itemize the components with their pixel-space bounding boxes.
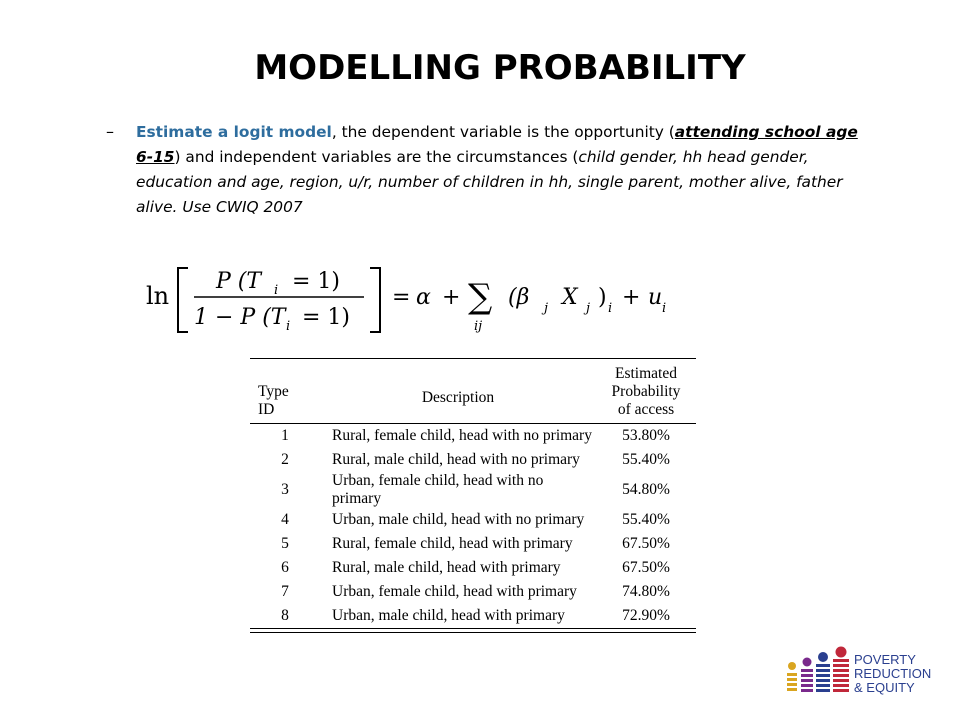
eq-denominator: 1 − P (T bbox=[194, 305, 286, 330]
logo-line-2: REDUCTION bbox=[854, 666, 932, 681]
cell-description: Rural, male child, head with no primary bbox=[332, 451, 580, 468]
eq-plus-2: + bbox=[622, 285, 641, 310]
cell-id: 1 bbox=[281, 427, 289, 444]
eq-sum-sub: ij bbox=[474, 319, 483, 334]
cell-description: Urban, male child, head with no primary bbox=[332, 511, 585, 528]
logo-line-3: & EQUITY bbox=[854, 680, 915, 695]
table-row bbox=[250, 508, 696, 532]
cell-probability: 67.50% bbox=[622, 559, 670, 576]
eq-close: ) bbox=[598, 285, 607, 310]
cell-probability: 55.40% bbox=[622, 451, 670, 468]
eq-close-sub: i bbox=[608, 301, 613, 316]
table-row bbox=[250, 604, 696, 628]
eq-u-sub: i bbox=[662, 301, 667, 316]
cell-description: Urban, female child, head with no primary bbox=[332, 472, 544, 507]
cell-probability: 67.50% bbox=[622, 535, 670, 552]
bullet-dash: – bbox=[106, 122, 114, 141]
bullet-italic: child gender, hh head gender, education and age, region, u/r, number of children in hh, single parent, mother alive, father alive. Use CWIQ 2007 bbox=[136, 148, 843, 216]
poverty-reduction-equity-logo bbox=[786, 646, 946, 698]
table-row bbox=[250, 580, 696, 604]
cell-id: 2 bbox=[281, 451, 289, 468]
bullet-text-2: ) and independent variables are the circumstances ( bbox=[174, 148, 579, 166]
cell-id: 6 bbox=[281, 559, 289, 576]
eq-numerator: P (T bbox=[216, 269, 262, 294]
bullet-paragraph bbox=[136, 120, 866, 220]
eq-ln: ln bbox=[146, 282, 170, 310]
eq-denominator-sub: i bbox=[286, 319, 291, 334]
table-bottom-rule bbox=[250, 628, 696, 633]
page-title: MODELLING PROBABILITY bbox=[254, 48, 746, 88]
probability-table bbox=[250, 358, 696, 633]
cell-probability: 54.80% bbox=[622, 481, 670, 498]
cell-probability: 55.40% bbox=[622, 511, 670, 528]
table-row bbox=[250, 424, 696, 449]
logo-line-1: POVERTY bbox=[854, 652, 916, 667]
cell-id: 7 bbox=[281, 583, 289, 600]
eq-beta-sub: j bbox=[544, 301, 549, 316]
cell-probability: 74.80% bbox=[622, 583, 670, 600]
header-description: Description bbox=[421, 389, 495, 406]
eq-alpha: α bbox=[416, 285, 431, 310]
bullet-underlined: attending school age 6-15 bbox=[136, 123, 858, 166]
eq-denominator-tail: = 1) bbox=[302, 305, 351, 330]
bullet-text-1: , the dependent variable is the opportunity ( bbox=[331, 123, 675, 141]
table-row bbox=[250, 472, 696, 508]
header-probability: Estimated Probability of access bbox=[611, 365, 681, 418]
eq-u: u bbox=[648, 285, 663, 310]
bullet-highlight: Estimate a logit model bbox=[136, 123, 332, 141]
cell-description: Rural, female child, head with primary bbox=[332, 535, 573, 552]
right-bracket bbox=[370, 268, 380, 332]
cell-id: 4 bbox=[281, 511, 289, 528]
cell-probability: 72.90% bbox=[622, 607, 670, 624]
left-bracket bbox=[178, 268, 188, 332]
eq-x: X bbox=[562, 285, 578, 310]
table-row bbox=[250, 532, 696, 556]
header-type-id: Type ID bbox=[258, 383, 289, 418]
logo-mark bbox=[786, 646, 946, 698]
table-row bbox=[250, 556, 696, 580]
cell-description: Urban, male child, head with primary bbox=[332, 607, 565, 624]
cell-description: Urban, female child, head with primary bbox=[332, 583, 577, 600]
eq-plus-1: + bbox=[442, 285, 461, 310]
eq-numerator-sub: i bbox=[274, 283, 279, 298]
cell-description: Rural, female child, head with no primary bbox=[332, 427, 592, 444]
cell-id: 8 bbox=[281, 607, 289, 624]
eq-sum: ∑ bbox=[468, 277, 493, 317]
cell-id: 5 bbox=[281, 535, 289, 552]
eq-x-sub: j bbox=[586, 301, 591, 316]
cell-description: Rural, male child, head with primary bbox=[332, 559, 561, 576]
cell-id: 3 bbox=[281, 481, 289, 498]
cell-probability: 53.80% bbox=[622, 427, 670, 444]
logit-equation bbox=[146, 258, 706, 338]
eq-numerator-tail: = 1) bbox=[292, 269, 341, 294]
eq-term: (β bbox=[508, 285, 530, 310]
table-header-row bbox=[250, 359, 696, 424]
table-row bbox=[250, 448, 696, 472]
eq-equals: = bbox=[392, 285, 411, 310]
